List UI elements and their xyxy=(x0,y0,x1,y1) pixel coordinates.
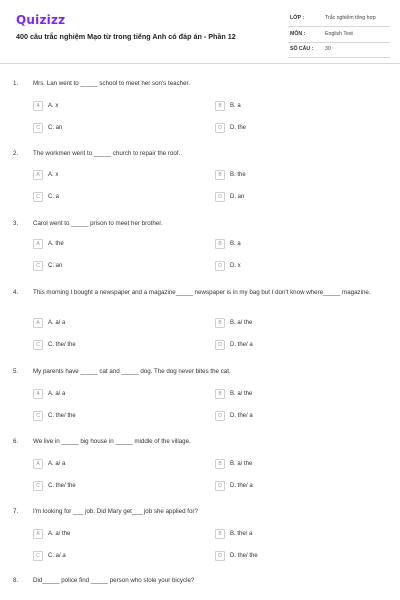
option-d[interactable] xyxy=(215,481,385,493)
option-text: D. an xyxy=(230,193,245,200)
document-title: 400 câu trắc nghiệm Mạo từ trong tiếng Anh có đáp án - Phần 12 xyxy=(16,32,236,41)
option-text: B. a/ the xyxy=(230,390,253,397)
question-text: We live in _____ big house in _____ middle of the village. xyxy=(33,438,191,445)
option-b[interactable] xyxy=(215,529,385,541)
option-d[interactable] xyxy=(215,411,385,423)
option-letter-box: A xyxy=(33,170,43,180)
question-number: 5. xyxy=(13,368,19,375)
option-b[interactable] xyxy=(215,101,385,113)
option-text: D. the/ a xyxy=(230,412,253,419)
option-letter-box: D xyxy=(215,340,225,350)
option-d[interactable] xyxy=(215,123,385,135)
option-b[interactable] xyxy=(215,459,385,471)
option-letter-box: A xyxy=(33,239,43,249)
meta-value: 30 xyxy=(325,46,331,52)
option-text: A. a/ a xyxy=(48,390,66,397)
option-letter-box: A xyxy=(33,318,43,328)
option-text: C. a xyxy=(48,193,60,200)
option-letter-box: B xyxy=(215,529,225,539)
option-c[interactable] xyxy=(33,192,203,204)
meta-row-subject xyxy=(288,29,390,43)
option-a[interactable] xyxy=(33,239,203,251)
option-letter-box: C xyxy=(33,411,43,421)
option-text: B. a/ the xyxy=(230,319,253,326)
question-number: 8. xyxy=(13,577,19,584)
option-text: B. the/ a xyxy=(230,530,253,537)
meta-key: LỚP : xyxy=(290,15,305,21)
option-letter-box: B xyxy=(215,101,225,111)
meta-key: SỐ CÂU : xyxy=(290,46,314,52)
question-text: Mrs. Lan went to _____ school to meet her son's teacher. xyxy=(33,80,190,87)
option-text: A. x xyxy=(48,102,59,109)
option-text: A. the xyxy=(48,240,64,247)
option-text: A. a/ a xyxy=(48,460,66,467)
option-c[interactable] xyxy=(33,551,203,563)
option-letter-box: D xyxy=(215,481,225,491)
option-letter-box: A xyxy=(33,101,43,111)
option-text: B. a xyxy=(230,102,241,109)
option-letter-box: A xyxy=(33,529,43,539)
question-text: Did_____ police find _____ person who stole your bicycle? xyxy=(33,577,195,584)
option-a[interactable] xyxy=(33,529,203,541)
option-text: C. the/ the xyxy=(48,482,76,489)
meta-row-question-count xyxy=(288,44,390,58)
option-c[interactable] xyxy=(33,481,203,493)
question-number: 2. xyxy=(13,150,19,157)
option-text: C. an xyxy=(48,262,63,269)
option-a[interactable] xyxy=(33,318,203,330)
option-c[interactable] xyxy=(33,261,203,273)
option-text: C. a/ a xyxy=(48,552,66,559)
option-a[interactable] xyxy=(33,459,203,471)
worksheet-header xyxy=(0,0,400,64)
option-c[interactable] xyxy=(33,340,203,352)
option-c[interactable] xyxy=(33,411,203,423)
option-letter-box: B xyxy=(215,389,225,399)
option-text: B. a xyxy=(230,240,241,247)
option-letter-box: C xyxy=(33,261,43,271)
option-letter-box: C xyxy=(33,340,43,350)
option-letter-box: B xyxy=(215,239,225,249)
option-text: B. a/ the xyxy=(230,460,253,467)
option-d[interactable] xyxy=(215,340,385,352)
option-text: D. the/ a xyxy=(230,482,253,489)
meta-row-class xyxy=(288,13,390,27)
option-letter-box: C xyxy=(33,192,43,202)
question-number: 1. xyxy=(13,80,19,87)
option-letter-box: D xyxy=(215,123,225,133)
option-b[interactable] xyxy=(215,170,385,182)
option-letter-box: C xyxy=(33,551,43,561)
option-text: C. the/ the xyxy=(48,412,76,419)
quizizz-logo: Quizizz xyxy=(16,13,66,27)
option-text: D. the/ a xyxy=(230,341,253,348)
option-letter-box: D xyxy=(215,192,225,202)
question-number: 3. xyxy=(13,220,19,227)
option-b[interactable] xyxy=(215,239,385,251)
option-text: A. a/ a xyxy=(48,319,66,326)
meta-value: English Test xyxy=(325,31,353,37)
option-text: D. x xyxy=(230,262,241,269)
option-letter-box: B xyxy=(215,170,225,180)
option-text: D. the/ the xyxy=(230,552,258,559)
option-letter-box: D xyxy=(215,551,225,561)
meta-value: Trắc nghiệm tổng hợp xyxy=(325,15,376,21)
option-text: B. the xyxy=(230,171,246,178)
option-text: C. the/ the xyxy=(48,341,76,348)
question-text: Carol went to _____ prison to meet her brother. xyxy=(33,220,163,227)
option-d[interactable] xyxy=(215,551,385,563)
option-d[interactable] xyxy=(215,192,385,204)
option-letter-box: A xyxy=(33,389,43,399)
option-text: D. the xyxy=(230,124,247,131)
question-text: This morning I bought a newspaper and a magazine_____ newspaper is in my bag but I don't know where_____ magazine. xyxy=(33,289,371,296)
option-text: A. x xyxy=(48,171,59,178)
option-letter-box: D xyxy=(215,261,225,271)
question-number: 6. xyxy=(13,438,19,445)
option-a[interactable] xyxy=(33,101,203,113)
option-letter-box: C xyxy=(33,123,43,133)
option-text: C. an xyxy=(48,124,63,131)
option-letter-box: B xyxy=(215,459,225,469)
option-a[interactable] xyxy=(33,170,203,182)
question-number: 4. xyxy=(13,289,19,296)
option-b[interactable] xyxy=(215,318,385,330)
option-letter-box: C xyxy=(33,481,43,491)
question-text: I'm looking for ___ job. Did Mary get___ job she applied for? xyxy=(33,508,198,515)
question-text: My parents have _____ cat and _____ dog. The dog never bites the cat. xyxy=(33,368,231,375)
option-a[interactable] xyxy=(33,389,203,401)
option-letter-box: A xyxy=(33,459,43,469)
option-text: A. a/ the xyxy=(48,530,71,537)
meta-key: MÔN : xyxy=(290,31,306,37)
option-letter-box: D xyxy=(215,411,225,421)
question-text: The workmen went to _____ church to repair the roof. xyxy=(33,150,181,157)
option-letter-box: B xyxy=(215,318,225,328)
option-d[interactable] xyxy=(215,261,385,273)
option-b[interactable] xyxy=(215,389,385,401)
option-c[interactable] xyxy=(33,123,203,135)
question-number: 7. xyxy=(13,508,19,515)
